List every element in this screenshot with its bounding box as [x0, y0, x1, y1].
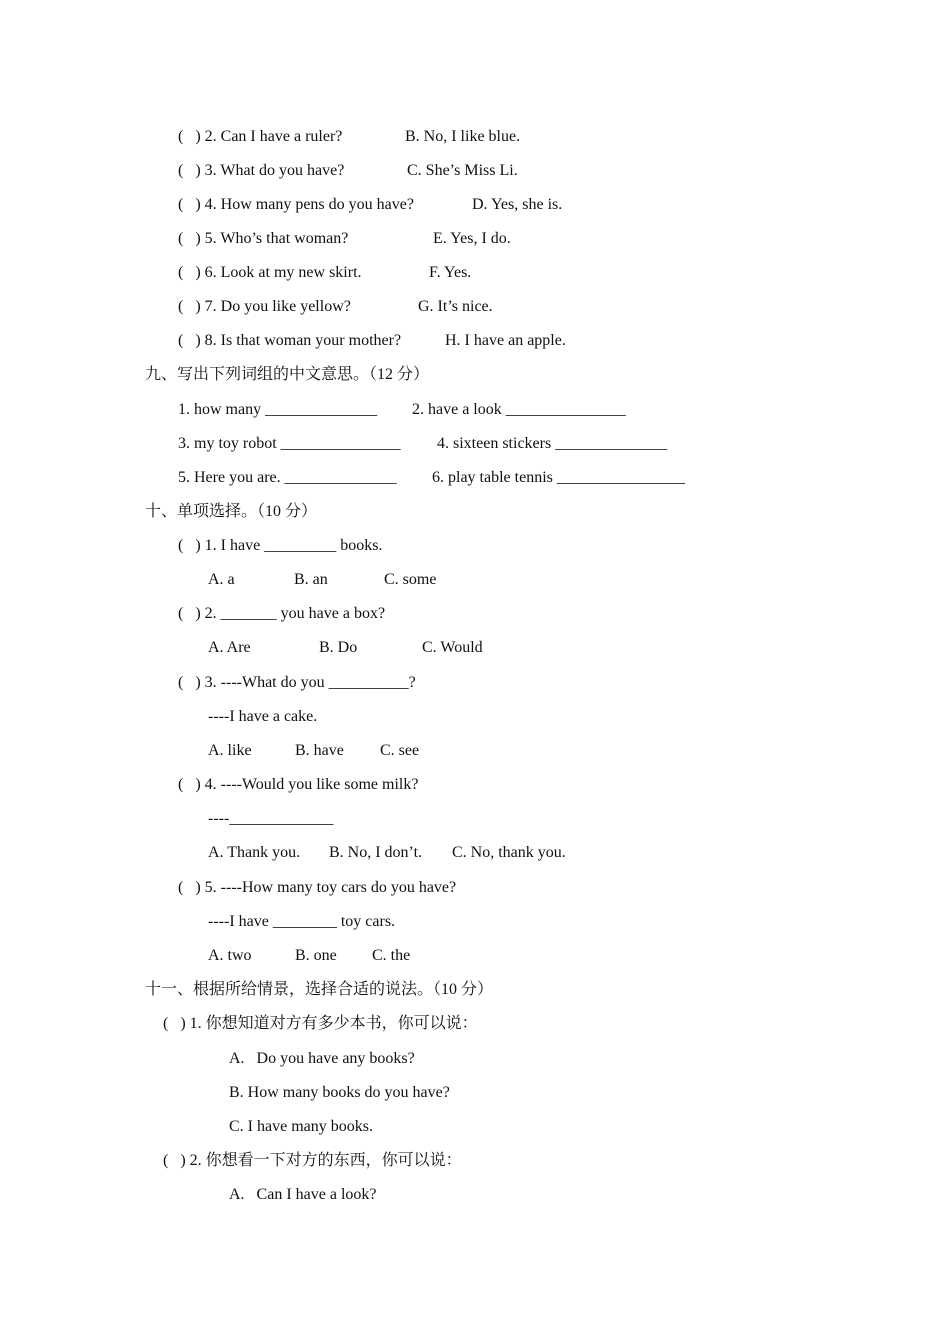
match-question: ( ) 7. Do you like yellow? — [178, 298, 351, 315]
match-question: ( ) 8. Is that woman your mother? — [178, 332, 402, 349]
option: A. Are — [208, 639, 251, 656]
dialogue-answer: ----_____________ — [208, 810, 334, 827]
option: C. Would — [422, 639, 483, 656]
phrase-item: 4. sixteen stickers ______________ — [437, 435, 668, 452]
choice-question-4: ( ) 4. ----Would you like some milk? — [178, 776, 419, 793]
dialogue-answer: ----I have ________ toy cars. — [208, 913, 396, 930]
option: B. Do — [319, 639, 358, 656]
match-question: ( ) 4. How many pens do you have? — [178, 196, 414, 213]
option: A. Can I have a look? — [229, 1186, 377, 1203]
phrase-item: 5. Here you are. ______________ — [178, 469, 397, 486]
option: B. have — [295, 742, 344, 759]
option: C. I have many books. — [229, 1118, 373, 1135]
option: A. a — [208, 571, 235, 588]
choice-question-3: ( ) 3. ----What do you __________? — [178, 674, 416, 691]
match-answer: F. Yes. — [429, 264, 472, 281]
choice-question-5: ( ) 5. ----How many toy cars do you have? — [178, 879, 457, 896]
option: B. No, I don’t. — [329, 844, 423, 861]
match-answer: H. I have an apple. — [445, 332, 566, 349]
match-question: ( ) 5. Who’s that woman? — [178, 230, 349, 247]
situation-question-2: ( ) 2. 你想看一下对方的东西，你可以说： — [163, 1152, 462, 1169]
option: A. Do you have any books? — [229, 1050, 415, 1067]
match-answer: E. Yes, I do. — [433, 230, 511, 247]
phrase-item: 3. my toy robot _______________ — [178, 435, 401, 452]
section-11-title: 十一、根据所给情景，选择合适的说法。（10 分） — [145, 981, 494, 998]
option: A. Thank you. — [208, 844, 301, 861]
phrase-item: 2. have a look _______________ — [412, 401, 626, 418]
choice-question-2: ( ) 2. _______ you have a box? — [178, 605, 386, 622]
option: A. two — [208, 947, 252, 964]
option: C. some — [384, 571, 437, 588]
option: B. one — [295, 947, 337, 964]
match-answer: B. No, I like blue. — [405, 128, 521, 145]
phrase-item: 6. play table tennis ________________ — [432, 469, 685, 486]
match-question: ( ) 2. Can I have a ruler? — [178, 128, 343, 145]
option: A. like — [208, 742, 252, 759]
match-question: ( ) 6. Look at my new skirt. — [178, 264, 362, 281]
section-9-title: 九、写出下列词组的中文意思。（12 分） — [145, 366, 430, 383]
option: C. No, thank you. — [452, 844, 566, 861]
dialogue-answer: ----I have a cake. — [208, 708, 318, 725]
match-answer: G. It’s nice. — [418, 298, 493, 315]
option: C. the — [372, 947, 411, 964]
option: C. see — [380, 742, 420, 759]
match-answer: D. Yes, she is. — [472, 196, 563, 213]
situation-question-1: ( ) 1. 你想知道对方有多少本书，你可以说： — [163, 1015, 478, 1032]
option: B. How many books do you have? — [229, 1084, 450, 1101]
match-answer: C. She’s Miss Li. — [407, 162, 518, 179]
phrase-item: 1. how many ______________ — [178, 401, 378, 418]
option: B. an — [294, 571, 328, 588]
match-question: ( ) 3. What do you have? — [178, 162, 345, 179]
choice-question-1: ( ) 1. I have _________ books. — [178, 537, 383, 554]
section-10-title: 十、单项选择。（10 分） — [145, 503, 318, 520]
